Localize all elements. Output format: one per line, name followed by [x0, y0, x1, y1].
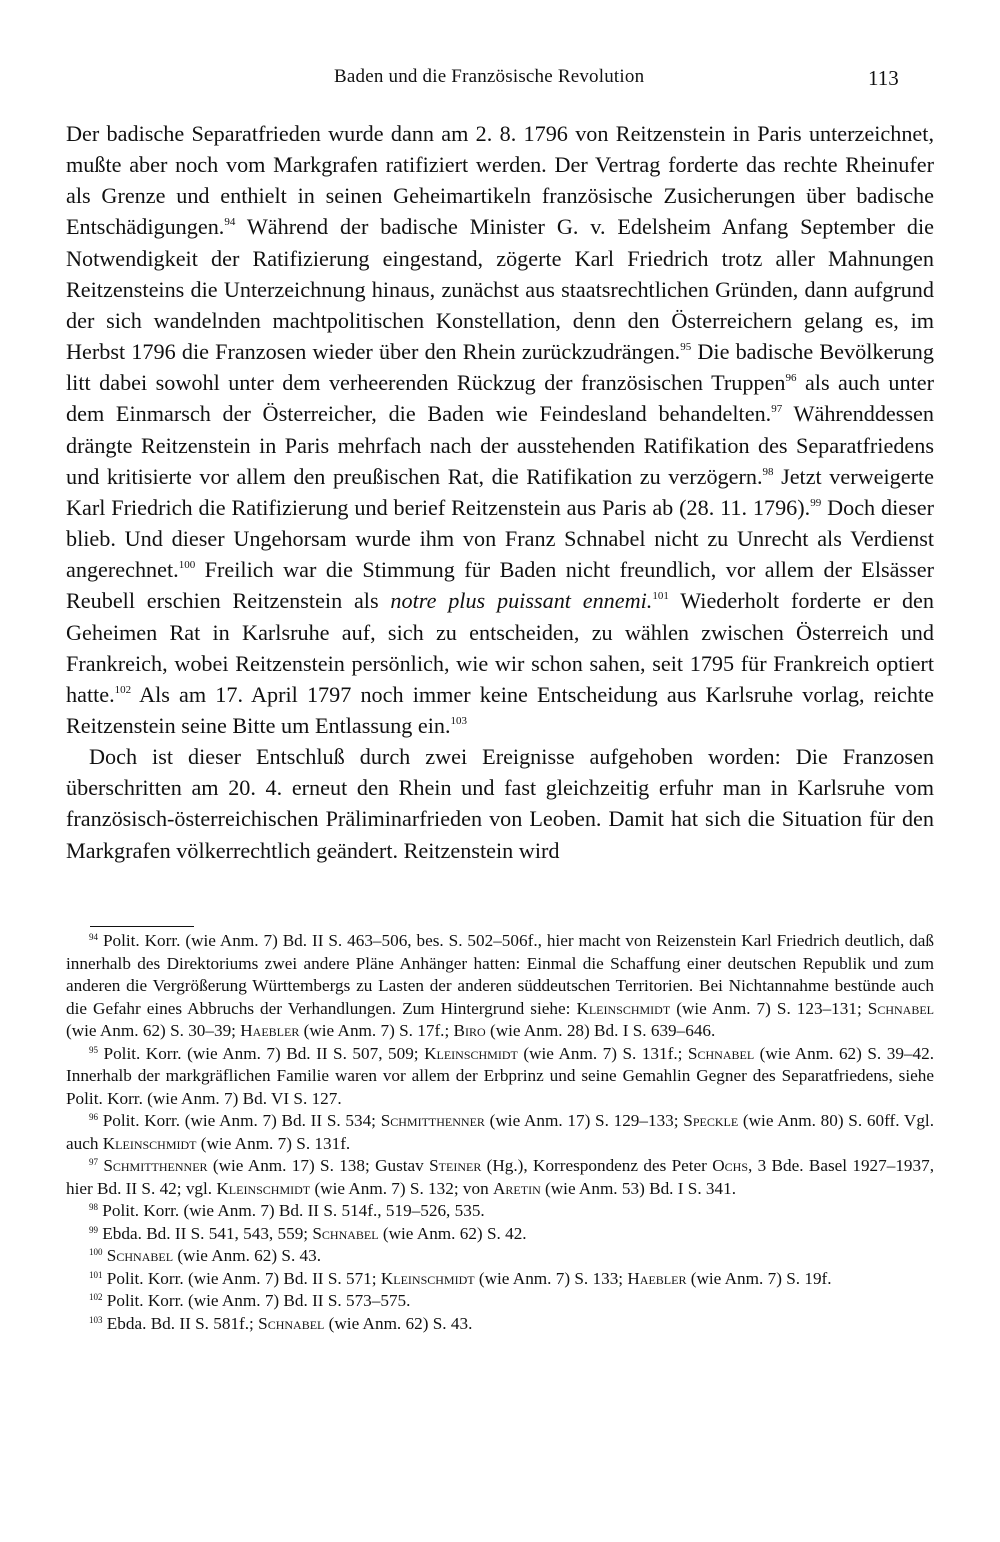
footnote-ref-101: 101 [652, 590, 669, 603]
footnote-text: (wie Anm. 53) Bd. I S. 341. [540, 1178, 737, 1198]
footnote-text: (wie Anm. 7) S. 132; von [310, 1178, 493, 1198]
author-name: Schnabel [106, 1246, 174, 1265]
footnote-text: (wie Anm. 7) S. 131f. [196, 1133, 351, 1153]
footnote-text: (Hg.), Korrespondenz des Peter [481, 1156, 713, 1175]
footnote-text: (wie Anm. 7) S. 133; [474, 1268, 628, 1288]
paragraph-1 [66, 118, 934, 741]
footnote-number: 101 [89, 1269, 103, 1280]
footnote-95 [66, 1043, 934, 1111]
author-name: Haebler [240, 1021, 300, 1040]
footnote-ref-96: 96 [785, 372, 797, 385]
footnote-ref-98: 98 [762, 465, 774, 478]
footnote-98 [66, 1200, 934, 1223]
author-name: Schnabel [687, 1043, 755, 1063]
footnote-text: Polit. Korr. (wie Anm. 7) Bd. II S. 571; [106, 1268, 381, 1288]
footnote-99 [66, 1223, 934, 1246]
footnote-text: , 3 Bde. Basel 1927–1937, hier Bd. II S. 42; vgl. [66, 1156, 935, 1198]
footnote-text: (wie Anm. 7) S. 17f.; [299, 1021, 454, 1040]
footnote-ref-95: 95 [680, 341, 692, 354]
footnotes [66, 930, 934, 1335]
text-span: Als am 17. April 1797 noch immer keine Entscheidung aus Karlsruhe vorlag, reichte Reitzenstein seine Bitte um Entlassung ein. [66, 681, 934, 738]
page-number: 113 [868, 66, 899, 90]
author-name: Kleinschmidt [216, 1178, 311, 1198]
author-name: Biro [453, 1021, 486, 1040]
footnote-text: Polit. Korr. (wie Anm. 7) Bd. II S. 534; [102, 1111, 381, 1130]
footnote-text: (wie Anm. 80) S. 60ff. Vgl. auch [66, 1111, 934, 1153]
footnote-number: 103 [89, 1314, 103, 1325]
footnote-ref-103: 103 [450, 714, 468, 727]
text-span: Doch dieser blieb. Und dieser Ungehorsam wurde ihm von Franz Schnabel nicht zu Unrecht als Verdienst angerechnet. [66, 494, 934, 583]
author-name: Kleinschmidt [102, 1133, 197, 1153]
author-name: Kleinschmidt [380, 1268, 475, 1288]
author-name: Schmitthenner [380, 1111, 485, 1130]
footnote-ref-94: 94 [224, 216, 236, 229]
footnote-ref-97: 97 [771, 403, 783, 416]
footnote-text: Ebda. Bd. II S. 581f.; [106, 1313, 259, 1333]
author-name: Haebler [627, 1268, 687, 1288]
italic-quote: notre plus puissant ennemi. [390, 588, 653, 614]
text-span: Während der badische Minister G. v. Edelsheim Anfang September die Notwendigkeit der Ratifizierung eingestand, zögerte Karl Friedrich trotz aller Mahnungen Reitzensteins die Unterzeichnung hinaus, zunächst aus staatsrechtlichen Gründen, dann aufgrund der sich wandelnden machtpolitischen Konstellation, denn den Österreichern gelang es, im Herbst 1796 die Franzosen wieder über den Rhein zurückzudrängen. [66, 214, 934, 365]
text-span: Die badische Bevölkerung litt dabei sowohl unter dem verheerenden Rückzug der französischen Truppen [66, 339, 934, 396]
text-span: Wiederholt forderte er den Geheimen Rat in Karlsruhe auf, sich zu entscheiden, zu wählen zwischen Österreich und Frankreich, wobei Reitzenstein persönlich, wie wir schon sahen, seit 1795 für Frankreich optiert hatte. [66, 588, 935, 707]
footnote-ref-100: 100 [178, 559, 196, 572]
text-span: Jetzt verweigerte Karl Friedrich die Ratifizierung und berief Reitzenstein aus Paris ab (28. 11. 1796). [66, 463, 934, 520]
footnote-94 [66, 930, 934, 1043]
footnote-101 [66, 1268, 934, 1291]
footnote-100 [66, 1245, 934, 1268]
footnote-text: Polit. Korr. (wie Anm. 7) Bd. II S. 507, 509; [103, 1043, 425, 1063]
footnote-number: 95 [89, 1044, 98, 1055]
author-name: Schnabel [867, 998, 934, 1018]
author-name: Aretin [493, 1178, 541, 1198]
footnote-text: Polit. Korr. (wie Anm. 7) Bd. II S. 573–575. [106, 1291, 411, 1310]
footnote-102 [66, 1290, 934, 1313]
footnote-text: (wie Anm. 7) S. 19f. [686, 1268, 832, 1288]
footnote-text: (wie Anm. 62) S. 30–39; [66, 1021, 241, 1040]
author-name: Kleinschmidt [424, 1043, 518, 1063]
footnote-text: Ebda. Bd. II S. 541, 543, 559; [102, 1223, 313, 1243]
footnote-text: (wie Anm. 62) S. 39–42. Innerhalb der markgräflichen Familie waren vor allem der Erbprinz und seine Gemahlin Gegner des Separatfriedens, siehe Polit. Korr. (wie Anm. 7) Bd. VI S. 127. [66, 1043, 935, 1108]
text-span: als auch unter dem Einmarsch der Österreicher, die Baden wie Feindesland behandelten. [66, 370, 934, 427]
paragraph-2: Doch ist dieser Entschluß durch zwei Ereignisse aufgehoben worden: Die Franzosen überschritten am 20. 4. erneut den Rhein und fast gleichzeitig erfuhr man in Karlsruhe vom französisch-österreichischen Präliminarfrieden von Leoben. Damit hat sich die Situation für den Markgrafen völkerrechtlich geändert. Reitzenstein wird [66, 744, 934, 863]
author-name: Schnabel [312, 1223, 379, 1243]
footnote-number: 97 [89, 1157, 98, 1167]
footnote-text: Polit. Korr. (wie Anm. 7) Bd. II S. 463–506, bes. S. 502–506f., hier macht von Reizenstein Karl Friedrich deutlich, daß innerhalb des Direktoriums zwei andere Pläne Anhänger hatten: Einmal die Schaffung einer deutschen Republik und zum anderen die Vergrößerung Württembergs zu Lasten der anderen süddeutschen Territorien. Bei Nichtannahme bestünde auch die Gefahr eines Abbruchs der Verhandlungen. Zum Hintergrund siehe: [66, 931, 934, 1018]
footnote-text: (wie Anm. 62) S. 43. [324, 1313, 473, 1333]
footnote-text: (wie Anm. 7) S. 131f.; [517, 1043, 688, 1063]
author-name: Kleinschmidt [576, 998, 671, 1018]
footnote-text: (wie Anm. 17) S. 138; Gustav [207, 1156, 430, 1175]
footnote-ref-99: 99 [810, 496, 822, 509]
author-name: Speckle [683, 1111, 739, 1130]
footnote-number: 96 [89, 1112, 98, 1122]
footnote-text: (wie Anm. 7) S. 123–131; [670, 998, 868, 1018]
main-text [66, 118, 934, 866]
author-name: Ochs [712, 1156, 748, 1175]
footnote-97 [66, 1155, 934, 1200]
footnote-text: (wie Anm. 62) S. 42. [378, 1223, 527, 1243]
footnote-text: (wie Anm. 28) Bd. I S. 639–646. [485, 1021, 716, 1040]
text-span: Der badische Separatfrieden wurde dann am 2. 8. 1796 von Reitzenstein in Paris unterzeichnet, mußte aber noch vom Markgrafen ratifiziert werden. Der Vertrag forderte das rechte Rheinufer als Grenze und enthielt in seinen Geheimartikeln französische Zusicherungen über badische Entschädigungen. [66, 121, 934, 240]
footnote-number: 100 [89, 1247, 103, 1257]
footnote-96 [66, 1110, 934, 1155]
footnote-number: 102 [89, 1292, 103, 1302]
text-span: Freilich war die Stimmung für Baden nicht freundlich, vor allem der Elsässer Reubell erschien Reitzenstein als [66, 557, 934, 614]
footnote-number: 98 [89, 1202, 98, 1212]
footnote-text: Polit. Korr. (wie Anm. 7) Bd. II S. 514f., 519–526, 535. [102, 1201, 485, 1220]
author-name: Steiner [429, 1156, 482, 1175]
footnote-text: (wie Anm. 62) S. 43. [173, 1246, 322, 1265]
author-name: Schnabel [258, 1313, 325, 1333]
text-span: Währenddessen drängte Reitzenstein in Paris mehrfach nach der ausstehenden Ratifikation des Separatfriedens und kritisierte vor allem den preußischen Rat, die Ratifikation zu verzögern. [66, 401, 934, 489]
footnote-ref-102: 102 [114, 683, 132, 696]
footnote-text: (wie Anm. 17) S. 129–133; [484, 1111, 684, 1130]
running-header: Baden und die Französische Revolution [334, 66, 645, 87]
footnote-number: 99 [89, 1224, 98, 1235]
author-name: Schmitthenner [103, 1156, 208, 1175]
footnote-number: 94 [89, 932, 98, 942]
footnote-separator [90, 926, 194, 927]
footnote-103 [66, 1313, 934, 1336]
